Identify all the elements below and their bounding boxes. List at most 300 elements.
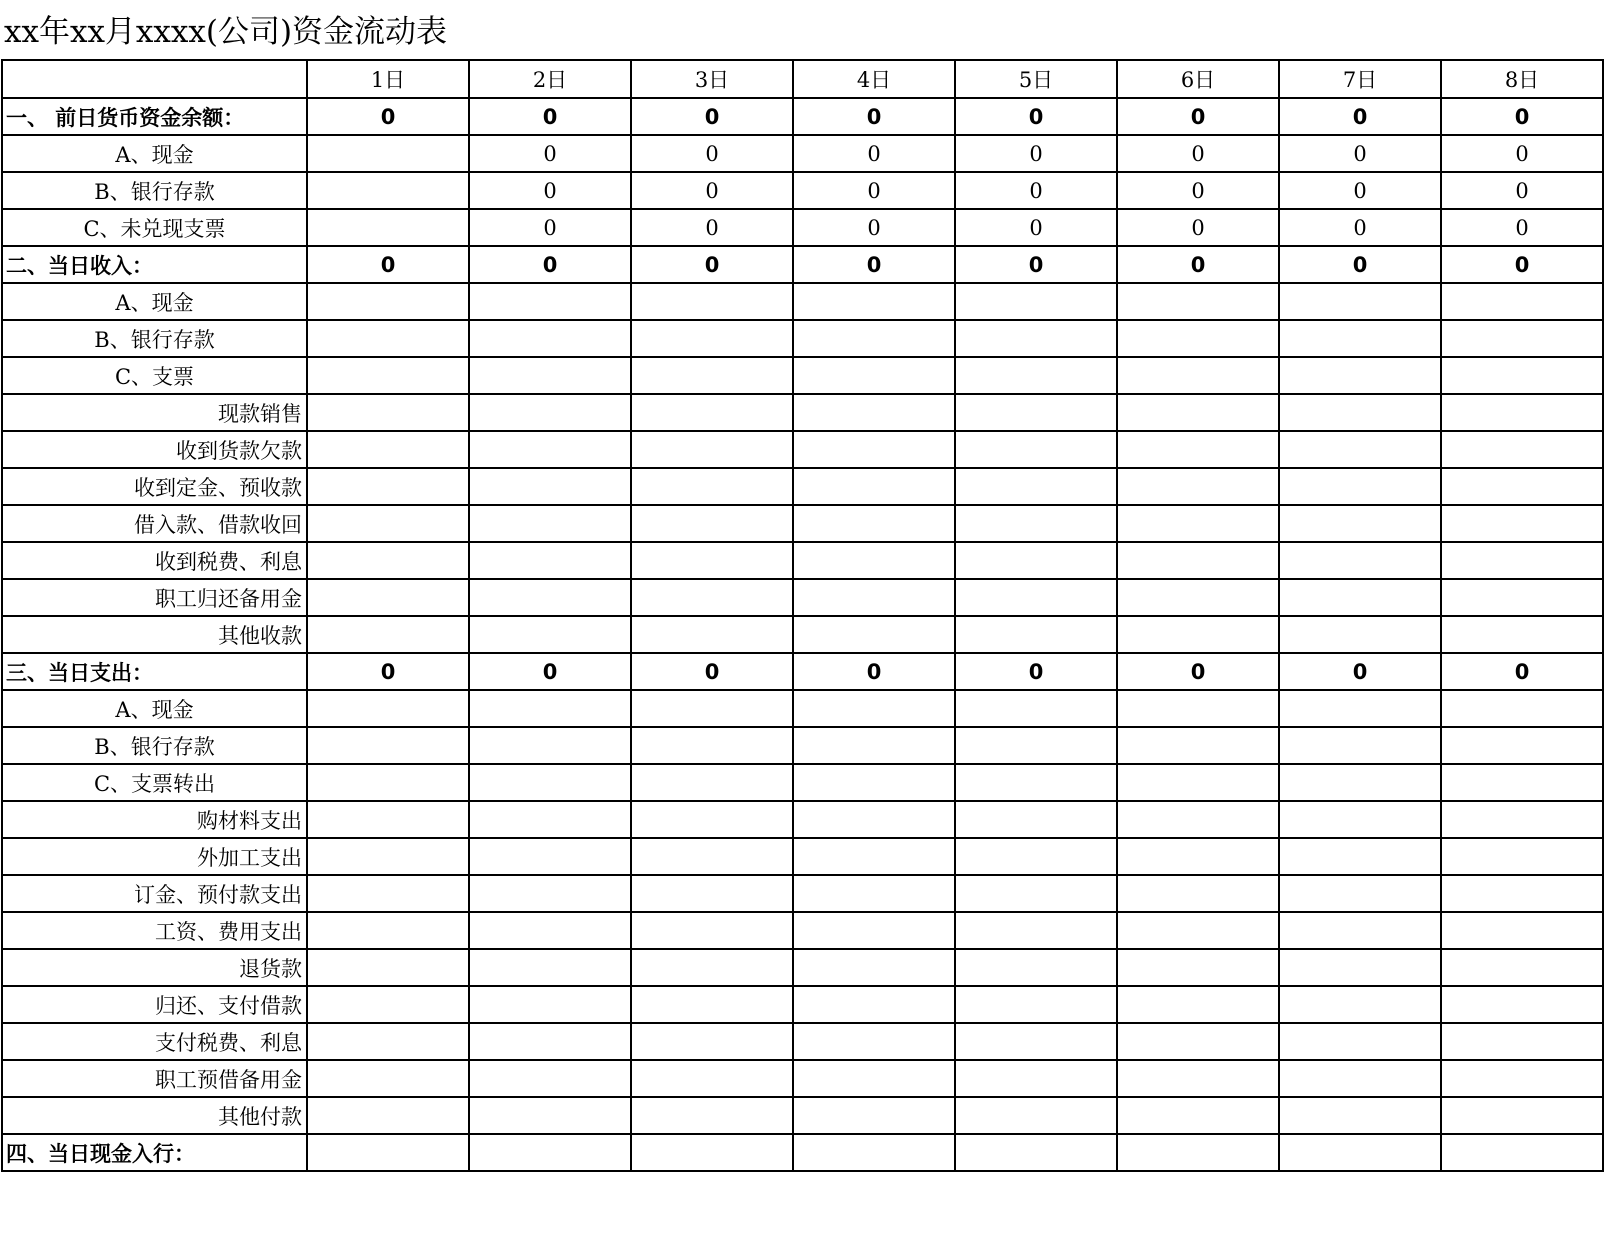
value-cell[interactable] — [469, 1134, 631, 1171]
value-cell[interactable]: 0 — [1441, 246, 1603, 283]
value-cell[interactable] — [469, 1023, 631, 1060]
value-cell[interactable] — [793, 468, 955, 505]
value-cell[interactable] — [1117, 431, 1279, 468]
row-label-cell[interactable]: 工资、费用支出 — [2, 912, 307, 949]
value-cell[interactable] — [1279, 320, 1441, 357]
value-cell[interactable] — [631, 949, 793, 986]
section-row — [2, 1134, 1603, 1171]
value-cell[interactable] — [1279, 505, 1441, 542]
value-cell[interactable] — [631, 690, 793, 727]
value-cell[interactable] — [469, 542, 631, 579]
header-cell-day[interactable]: 5日 — [955, 60, 1117, 98]
row-label-cell[interactable]: 订金、预付款支出 — [2, 875, 307, 912]
value-cell[interactable] — [955, 542, 1117, 579]
sheet-title: xx年xx月xxxx(公司)资金流动表 — [4, 14, 448, 50]
value-cell[interactable]: 0 — [1117, 98, 1279, 135]
value-cell[interactable]: 0 — [793, 98, 955, 135]
row-label-cell[interactable]: B、银行存款 — [2, 320, 307, 357]
value-cell[interactable] — [1117, 1060, 1279, 1097]
header-cell-day[interactable]: 2日 — [469, 60, 631, 98]
row-label-cell[interactable]: C、未兑现支票 — [2, 209, 307, 246]
value-cell[interactable] — [307, 542, 469, 579]
row-label-cell[interactable]: 三、当日支出： — [2, 653, 307, 690]
value-cell[interactable] — [793, 764, 955, 801]
table-row — [2, 579, 1603, 616]
value-cell[interactable] — [955, 690, 1117, 727]
row-label-cell[interactable]: 二、当日收入： — [2, 246, 307, 283]
value-cell[interactable] — [793, 875, 955, 912]
value-cell[interactable] — [1117, 283, 1279, 320]
value-cell[interactable] — [1441, 283, 1603, 320]
row-label-cell[interactable]: 一、 前日货币资金余额： — [2, 98, 307, 135]
table-row — [2, 838, 1603, 875]
value-cell[interactable] — [631, 320, 793, 357]
value-cell[interactable] — [1117, 320, 1279, 357]
value-cell[interactable] — [1117, 579, 1279, 616]
value-cell[interactable]: 0 — [469, 653, 631, 690]
row-label-cell[interactable]: 四、当日现金入行： — [2, 1134, 307, 1171]
value-cell[interactable] — [793, 949, 955, 986]
value-cell[interactable] — [307, 801, 469, 838]
value-cell[interactable] — [1441, 912, 1603, 949]
value-cell[interactable]: 0 — [631, 653, 793, 690]
value-cell[interactable] — [1441, 838, 1603, 875]
table-row — [2, 209, 1603, 246]
value-cell[interactable] — [469, 394, 631, 431]
value-cell[interactable] — [1279, 912, 1441, 949]
table-row — [2, 764, 1603, 801]
value-cell[interactable] — [1441, 394, 1603, 431]
value-cell[interactable] — [955, 1097, 1117, 1134]
section-row — [2, 653, 1603, 690]
table-row — [2, 320, 1603, 357]
value-cell[interactable] — [1441, 690, 1603, 727]
value-cell[interactable]: 0 — [307, 653, 469, 690]
value-cell[interactable] — [307, 394, 469, 431]
value-cell[interactable] — [1279, 579, 1441, 616]
row-label-cell[interactable]: 购材料支出 — [2, 801, 307, 838]
value-cell[interactable]: 0 — [307, 246, 469, 283]
row-label-cell[interactable]: A、现金 — [2, 690, 307, 727]
table-row — [2, 616, 1603, 653]
value-cell[interactable] — [793, 431, 955, 468]
value-cell[interactable] — [793, 357, 955, 394]
header-row — [2, 60, 1603, 98]
value-cell[interactable] — [469, 320, 631, 357]
value-cell[interactable] — [631, 616, 793, 653]
value-cell[interactable] — [793, 283, 955, 320]
value-cell[interactable]: 0 — [307, 98, 469, 135]
value-cell[interactable] — [307, 172, 469, 209]
value-cell[interactable] — [955, 431, 1117, 468]
value-cell[interactable] — [1441, 875, 1603, 912]
value-cell[interactable] — [955, 801, 1117, 838]
value-cell[interactable] — [469, 986, 631, 1023]
value-cell[interactable] — [955, 357, 1117, 394]
value-cell[interactable]: 0 — [631, 246, 793, 283]
row-label-cell[interactable]: 其他收款 — [2, 616, 307, 653]
value-cell[interactable] — [307, 320, 469, 357]
value-cell[interactable] — [631, 468, 793, 505]
value-cell[interactable] — [1117, 912, 1279, 949]
value-cell[interactable] — [631, 1134, 793, 1171]
value-cell[interactable] — [1279, 690, 1441, 727]
value-cell[interactable]: 0 — [631, 98, 793, 135]
row-label-cell[interactable]: 现款销售 — [2, 394, 307, 431]
value-cell[interactable] — [1441, 801, 1603, 838]
header-cell-day[interactable]: 6日 — [1117, 60, 1279, 98]
value-cell[interactable]: 0 — [1279, 172, 1441, 209]
row-label-cell[interactable]: C、支票转出 — [2, 764, 307, 801]
value-cell[interactable] — [307, 135, 469, 172]
value-cell[interactable] — [1117, 690, 1279, 727]
value-cell[interactable] — [631, 875, 793, 912]
table-row — [2, 875, 1603, 912]
value-cell[interactable] — [631, 764, 793, 801]
value-cell[interactable] — [1117, 764, 1279, 801]
value-cell[interactable] — [1117, 1023, 1279, 1060]
value-cell[interactable] — [1117, 838, 1279, 875]
value-cell[interactable] — [307, 357, 469, 394]
value-cell[interactable] — [955, 616, 1117, 653]
value-cell[interactable] — [955, 986, 1117, 1023]
value-cell[interactable] — [469, 949, 631, 986]
row-label-cell[interactable]: C、支票 — [2, 357, 307, 394]
value-cell[interactable]: 0 — [1441, 209, 1603, 246]
table-row — [2, 431, 1603, 468]
value-cell[interactable] — [1279, 431, 1441, 468]
value-cell[interactable] — [469, 1097, 631, 1134]
value-cell[interactable] — [1117, 394, 1279, 431]
value-cell[interactable] — [1441, 1023, 1603, 1060]
value-cell[interactable] — [469, 357, 631, 394]
value-cell[interactable]: 0 — [955, 246, 1117, 283]
value-cell[interactable] — [1279, 949, 1441, 986]
table-row — [2, 283, 1603, 320]
value-cell[interactable] — [307, 1097, 469, 1134]
value-cell[interactable] — [1117, 468, 1279, 505]
value-cell[interactable] — [955, 912, 1117, 949]
value-cell[interactable]: 0 — [469, 98, 631, 135]
value-cell[interactable] — [469, 875, 631, 912]
value-cell[interactable] — [793, 579, 955, 616]
value-cell[interactable] — [307, 283, 469, 320]
value-cell[interactable] — [307, 1060, 469, 1097]
value-cell[interactable] — [793, 616, 955, 653]
value-cell[interactable] — [1279, 1060, 1441, 1097]
row-label-cell[interactable]: 归还、支付借款 — [2, 986, 307, 1023]
value-cell[interactable] — [631, 542, 793, 579]
value-cell[interactable] — [1279, 283, 1441, 320]
value-cell[interactable] — [793, 727, 955, 764]
value-cell[interactable]: 0 — [1279, 135, 1441, 172]
value-cell[interactable]: 0 — [1117, 209, 1279, 246]
value-cell[interactable] — [955, 1060, 1117, 1097]
value-cell[interactable] — [1279, 801, 1441, 838]
value-cell[interactable]: 0 — [955, 209, 1117, 246]
row-label-cell[interactable]: B、银行存款 — [2, 727, 307, 764]
value-cell[interactable] — [631, 986, 793, 1023]
value-cell[interactable] — [307, 690, 469, 727]
value-cell[interactable] — [793, 690, 955, 727]
value-cell[interactable]: 0 — [1441, 653, 1603, 690]
value-cell[interactable] — [469, 431, 631, 468]
value-cell[interactable] — [1279, 764, 1441, 801]
section-row — [2, 98, 1603, 135]
table-row — [2, 690, 1603, 727]
value-cell[interactable]: 0 — [1117, 135, 1279, 172]
value-cell[interactable]: 0 — [1117, 653, 1279, 690]
value-cell[interactable] — [307, 616, 469, 653]
value-cell[interactable] — [793, 838, 955, 875]
value-cell[interactable] — [631, 1097, 793, 1134]
value-cell[interactable] — [793, 320, 955, 357]
value-cell[interactable]: 0 — [1117, 246, 1279, 283]
value-cell[interactable] — [1441, 727, 1603, 764]
value-cell[interactable] — [793, 912, 955, 949]
cash-flow-table — [1, 59, 1604, 1172]
value-cell[interactable] — [1441, 1097, 1603, 1134]
value-cell[interactable] — [1441, 579, 1603, 616]
value-cell[interactable] — [1441, 949, 1603, 986]
value-cell[interactable] — [1117, 357, 1279, 394]
table-row — [2, 542, 1603, 579]
table-row — [2, 135, 1603, 172]
value-cell[interactable] — [307, 1134, 469, 1171]
value-cell[interactable] — [1117, 986, 1279, 1023]
value-cell[interactable] — [469, 468, 631, 505]
row-label-cell[interactable]: 外加工支出 — [2, 838, 307, 875]
value-cell[interactable] — [955, 949, 1117, 986]
value-cell[interactable] — [955, 320, 1117, 357]
value-cell[interactable] — [1441, 542, 1603, 579]
value-cell[interactable] — [631, 1060, 793, 1097]
value-cell[interactable] — [1441, 320, 1603, 357]
value-cell[interactable] — [307, 912, 469, 949]
value-cell[interactable] — [793, 1060, 955, 1097]
value-cell[interactable] — [793, 1097, 955, 1134]
row-label-cell[interactable]: 借入款、借款收回 — [2, 505, 307, 542]
value-cell[interactable] — [955, 394, 1117, 431]
value-cell[interactable]: 0 — [793, 246, 955, 283]
value-cell[interactable]: 0 — [1279, 246, 1441, 283]
value-cell[interactable] — [1441, 468, 1603, 505]
value-cell[interactable] — [469, 764, 631, 801]
value-cell[interactable] — [307, 505, 469, 542]
table-row — [2, 357, 1603, 394]
value-cell[interactable] — [793, 505, 955, 542]
value-cell[interactable] — [1279, 468, 1441, 505]
value-cell[interactable] — [793, 1134, 955, 1171]
value-cell[interactable] — [307, 431, 469, 468]
value-cell[interactable] — [1117, 801, 1279, 838]
value-cell[interactable] — [469, 505, 631, 542]
value-cell[interactable] — [469, 283, 631, 320]
value-cell[interactable] — [1441, 616, 1603, 653]
row-label-cell[interactable]: 支付税费、利息 — [2, 1023, 307, 1060]
value-cell[interactable] — [1279, 727, 1441, 764]
table-row — [2, 912, 1603, 949]
value-cell[interactable] — [793, 986, 955, 1023]
table-row — [2, 172, 1603, 209]
value-cell[interactable] — [307, 764, 469, 801]
value-cell[interactable] — [631, 1023, 793, 1060]
row-label-cell[interactable]: 职工归还备用金 — [2, 579, 307, 616]
value-cell[interactable] — [307, 986, 469, 1023]
value-cell[interactable] — [469, 801, 631, 838]
value-cell[interactable] — [1441, 505, 1603, 542]
table-row — [2, 468, 1603, 505]
value-cell[interactable] — [469, 690, 631, 727]
value-cell[interactable] — [631, 727, 793, 764]
value-cell[interactable]: 0 — [793, 135, 955, 172]
value-cell[interactable] — [307, 838, 469, 875]
value-cell[interactable] — [1441, 1134, 1603, 1171]
value-cell[interactable]: 0 — [1117, 172, 1279, 209]
value-cell[interactable] — [631, 394, 793, 431]
header-cell-day[interactable]: 1日 — [307, 60, 469, 98]
value-cell[interactable] — [1441, 764, 1603, 801]
value-cell[interactable] — [469, 838, 631, 875]
value-cell[interactable]: 0 — [631, 172, 793, 209]
row-label-cell[interactable]: B、银行存款 — [2, 172, 307, 209]
value-cell[interactable]: 0 — [955, 172, 1117, 209]
value-cell[interactable] — [631, 357, 793, 394]
value-cell[interactable]: 0 — [1279, 98, 1441, 135]
value-cell[interactable] — [1441, 986, 1603, 1023]
value-cell[interactable] — [631, 801, 793, 838]
value-cell[interactable] — [631, 838, 793, 875]
value-cell[interactable] — [1117, 727, 1279, 764]
value-cell[interactable] — [955, 283, 1117, 320]
table-row — [2, 801, 1603, 838]
value-cell[interactable] — [793, 1023, 955, 1060]
table-row — [2, 394, 1603, 431]
value-cell[interactable] — [955, 1023, 1117, 1060]
table-row — [2, 727, 1603, 764]
value-cell[interactable] — [1441, 431, 1603, 468]
value-cell[interactable] — [1117, 875, 1279, 912]
value-cell[interactable]: 0 — [631, 209, 793, 246]
value-cell[interactable] — [1279, 394, 1441, 431]
value-cell[interactable] — [955, 875, 1117, 912]
value-cell[interactable] — [307, 209, 469, 246]
value-cell[interactable]: 0 — [793, 653, 955, 690]
value-cell[interactable] — [631, 283, 793, 320]
table-row — [2, 1023, 1603, 1060]
value-cell[interactable] — [1117, 505, 1279, 542]
value-cell[interactable]: 0 — [793, 209, 955, 246]
value-cell[interactable] — [469, 616, 631, 653]
value-cell[interactable] — [793, 801, 955, 838]
value-cell[interactable] — [469, 1060, 631, 1097]
value-cell[interactable]: 0 — [469, 209, 631, 246]
header-cell-day[interactable]: 3日 — [631, 60, 793, 98]
value-cell[interactable] — [1117, 542, 1279, 579]
value-cell[interactable] — [955, 838, 1117, 875]
row-label-cell[interactable]: 退货款 — [2, 949, 307, 986]
row-label-cell[interactable]: 其他付款 — [2, 1097, 307, 1134]
row-label-cell[interactable]: A、现金 — [2, 135, 307, 172]
value-cell[interactable] — [631, 431, 793, 468]
header-cell-blank[interactable] — [2, 60, 307, 98]
value-cell[interactable]: 0 — [955, 653, 1117, 690]
value-cell[interactable] — [1279, 542, 1441, 579]
value-cell[interactable] — [307, 1023, 469, 1060]
value-cell[interactable] — [793, 542, 955, 579]
value-cell[interactable] — [307, 875, 469, 912]
table-row — [2, 1097, 1603, 1134]
value-cell[interactable] — [1279, 616, 1441, 653]
row-label-cell[interactable]: 收到货款欠款 — [2, 431, 307, 468]
row-label-cell[interactable]: 收到税费、利息 — [2, 542, 307, 579]
value-cell[interactable] — [631, 505, 793, 542]
value-cell[interactable] — [469, 727, 631, 764]
value-cell[interactable] — [955, 1134, 1117, 1171]
section-row — [2, 246, 1603, 283]
value-cell[interactable] — [1117, 616, 1279, 653]
row-label-cell[interactable]: A、现金 — [2, 283, 307, 320]
value-cell[interactable] — [1279, 357, 1441, 394]
value-cell[interactable] — [1279, 1134, 1441, 1171]
value-cell[interactable]: 0 — [469, 246, 631, 283]
value-cell[interactable] — [955, 579, 1117, 616]
value-cell[interactable] — [1441, 1060, 1603, 1097]
value-cell[interactable] — [307, 468, 469, 505]
value-cell[interactable] — [631, 912, 793, 949]
value-cell[interactable]: 0 — [469, 172, 631, 209]
value-cell[interactable]: 0 — [1441, 135, 1603, 172]
table-row — [2, 1060, 1603, 1097]
row-label-cell[interactable]: 职工预借备用金 — [2, 1060, 307, 1097]
value-cell[interactable] — [793, 394, 955, 431]
table-row — [2, 949, 1603, 986]
value-cell[interactable] — [1279, 1097, 1441, 1134]
value-cell[interactable] — [1117, 1134, 1279, 1171]
value-cell[interactable] — [955, 505, 1117, 542]
value-cell[interactable] — [307, 949, 469, 986]
header-cell-day[interactable]: 7日 — [1279, 60, 1441, 98]
value-cell[interactable] — [1279, 838, 1441, 875]
header-cell-day[interactable]: 8日 — [1441, 60, 1603, 98]
value-cell[interactable]: 0 — [469, 135, 631, 172]
value-cell[interactable] — [469, 579, 631, 616]
value-cell[interactable]: 0 — [793, 172, 955, 209]
value-cell[interactable] — [1279, 1023, 1441, 1060]
value-cell[interactable]: 0 — [955, 98, 1117, 135]
value-cell[interactable] — [1117, 1097, 1279, 1134]
value-cell[interactable]: 0 — [1279, 653, 1441, 690]
value-cell[interactable] — [1279, 875, 1441, 912]
value-cell[interactable] — [307, 727, 469, 764]
header-cell-day[interactable]: 4日 — [793, 60, 955, 98]
value-cell[interactable] — [307, 579, 469, 616]
value-cell[interactable]: 0 — [955, 135, 1117, 172]
value-cell[interactable] — [1441, 357, 1603, 394]
row-label-cell[interactable]: 收到定金、预收款 — [2, 468, 307, 505]
value-cell[interactable]: 0 — [1441, 98, 1603, 135]
value-cell[interactable]: 0 — [631, 135, 793, 172]
value-cell[interactable] — [1279, 986, 1441, 1023]
value-cell[interactable] — [469, 912, 631, 949]
value-cell[interactable] — [955, 468, 1117, 505]
value-cell[interactable] — [631, 579, 793, 616]
value-cell[interactable]: 0 — [1441, 172, 1603, 209]
value-cell[interactable] — [955, 764, 1117, 801]
value-cell[interactable]: 0 — [1279, 209, 1441, 246]
value-cell[interactable] — [955, 727, 1117, 764]
value-cell[interactable] — [1117, 949, 1279, 986]
